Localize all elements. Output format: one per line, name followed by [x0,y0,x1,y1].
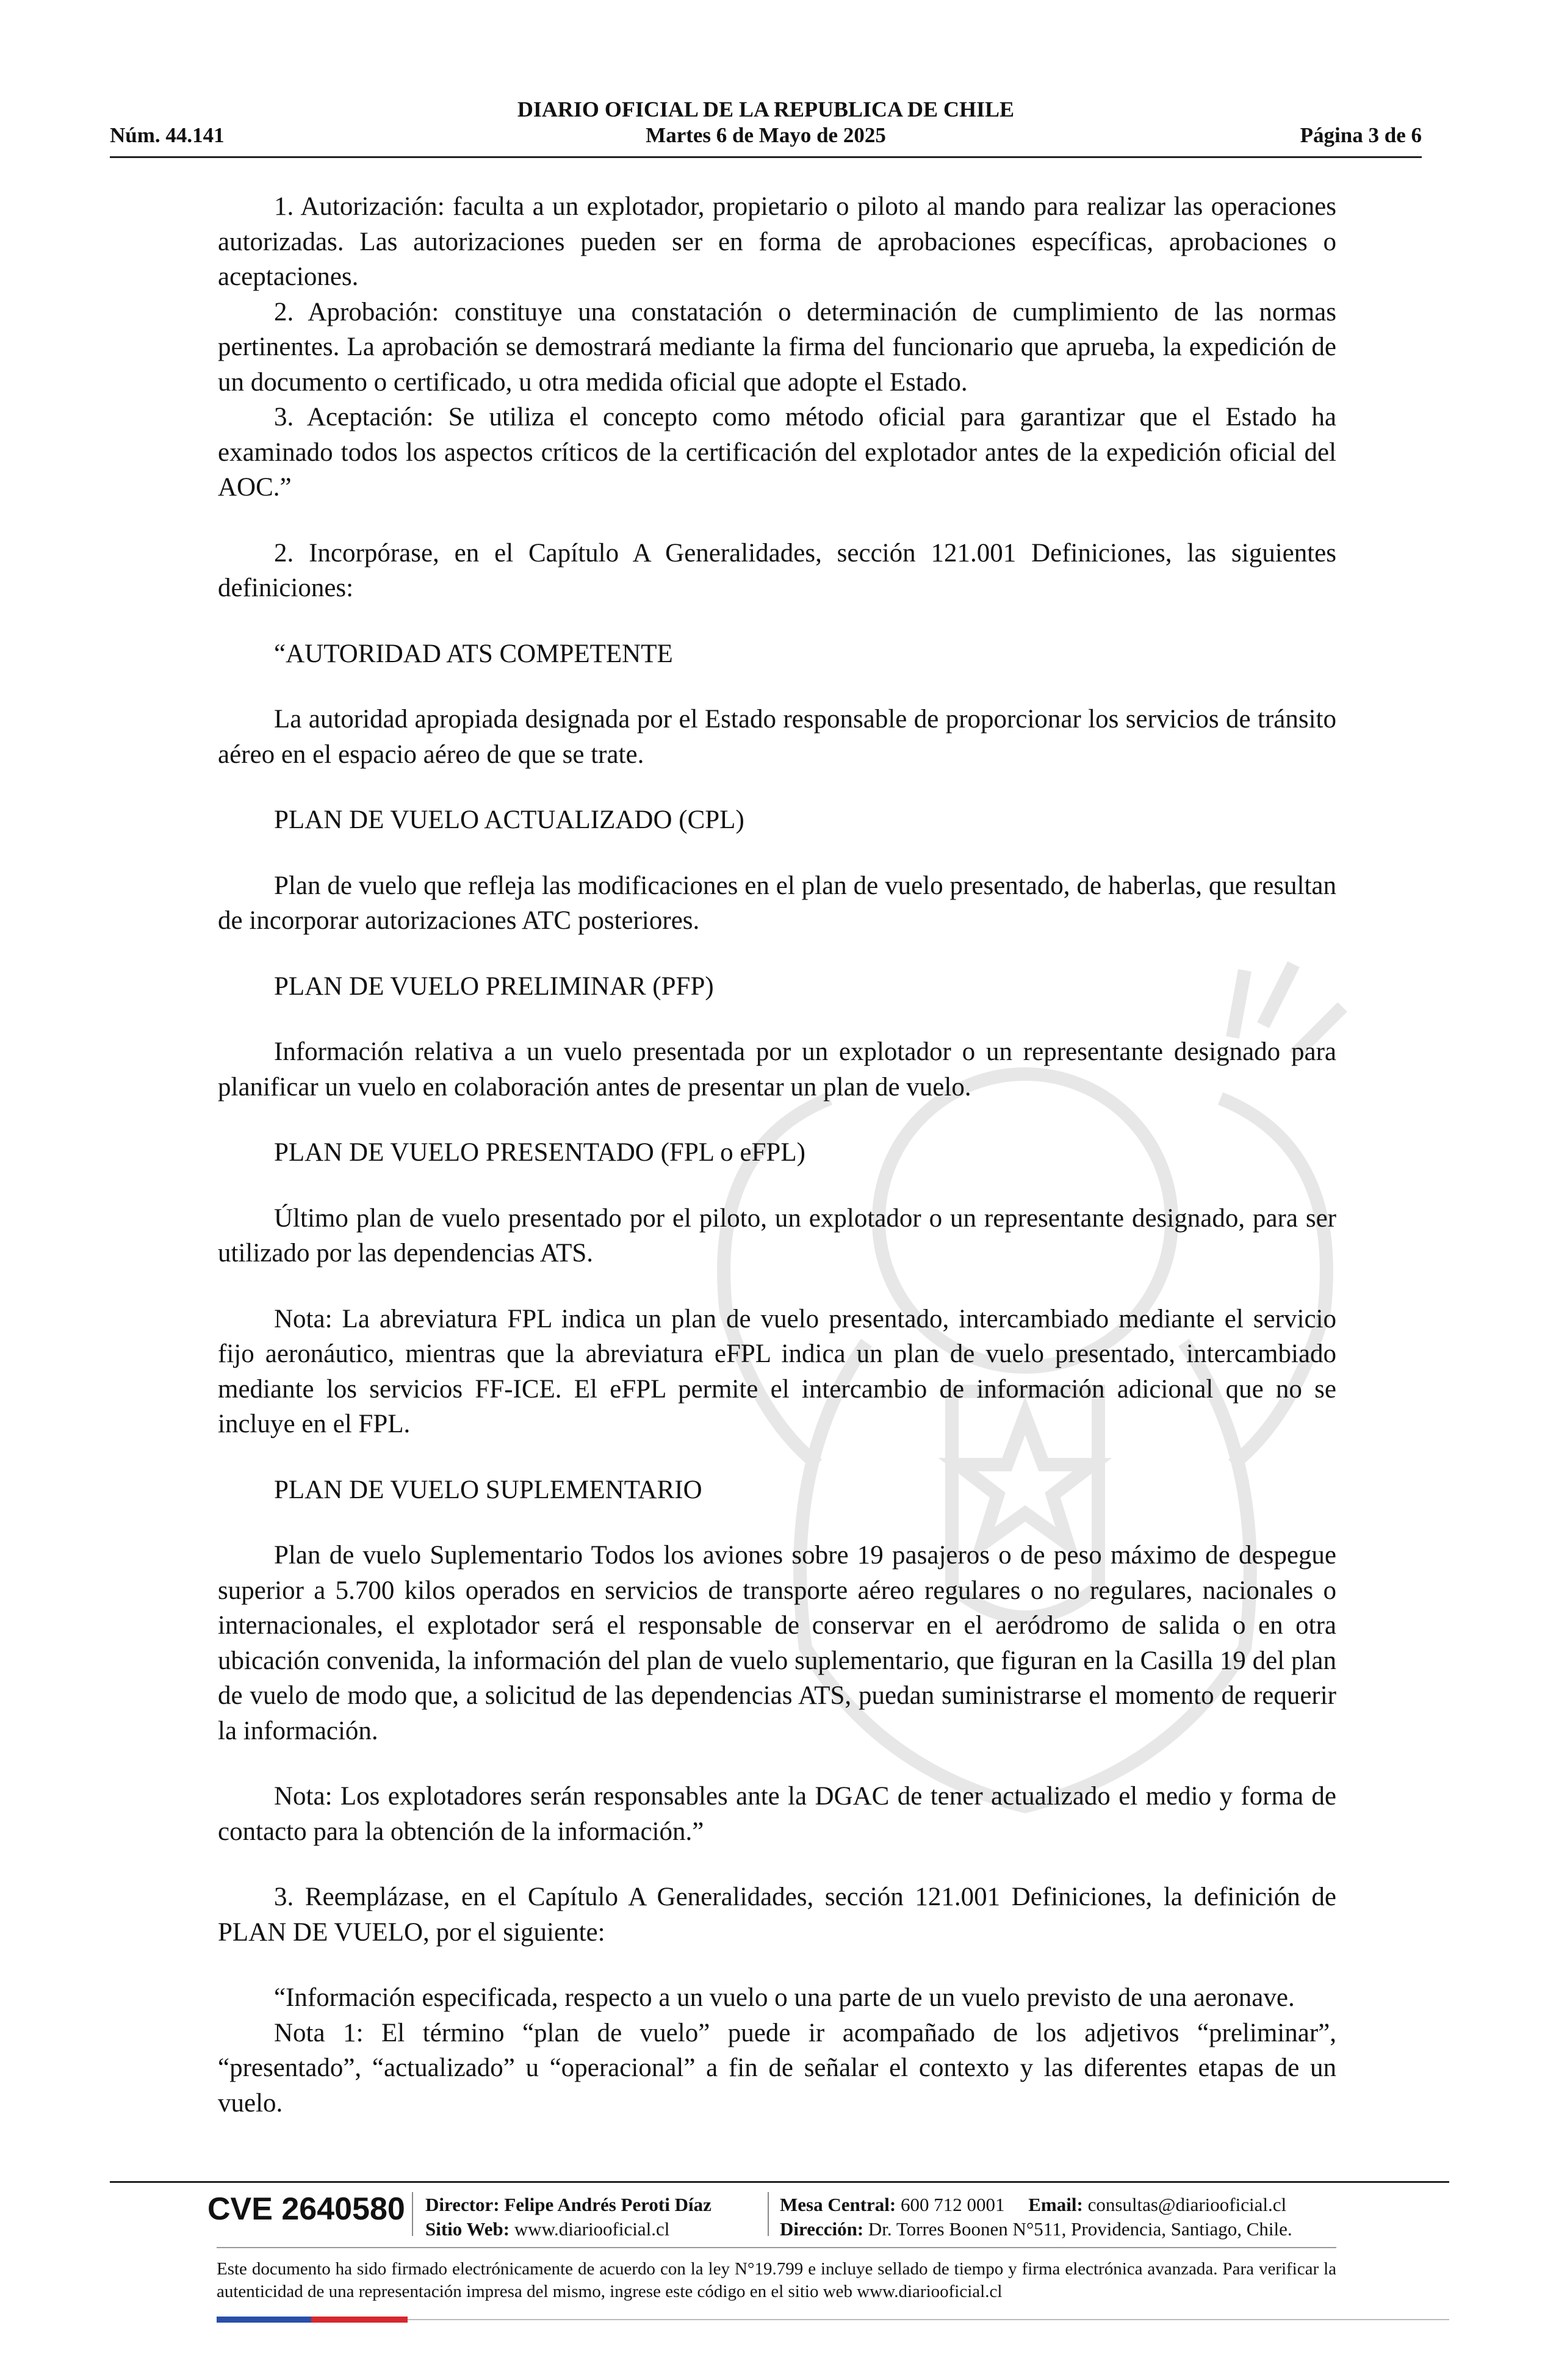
newspaper-title: DIARIO OFICIAL DE LA REPUBLICA DE CHILE [517,97,1015,121]
website-link[interactable]: www.diariooficial.cl [514,2218,670,2240]
paragraph: Información relativa a un vuelo presentada por un explotador o un representante designado para planificar un vuelo en colaboración antes de presentar un plan de vuelo. [218,1037,1336,1102]
paragraph: 2. Aprobación: constituye una constatación o determinación de cumplimiento de las normas pertinentes. La aprobación se demostrará mediante la firma del funcionario que aprueba, la expedición de un documento o certificado, u otra medida oficial que adopte el Estado. [218,297,1336,397]
address-value: Dr. Torres Boonen N°511, Providencia, Santiago, Chile. [868,2218,1292,2240]
signature-notice: Este documento ha sido firmado electrónicamente de acuerdo con la ley N°19.799 e incluye sellado de tiempo y firma electrónica avanzada. Para verificar la autenticidad de una representación impresa del mismo, ingrese este código en el sitio web www.diariooficial.cl [217,2259,1336,2301]
issue-date: Martes 6 de Mayo de 2025 [646,123,886,147]
footer-separator [412,2192,413,2236]
issue-number: Núm. 44.141 [110,123,225,147]
document-body [218,189,1336,2121]
paragraph: 3. Aceptación: Se utiliza el concepto como método oficial para garantizar que el Estado ha examinado todos los aspectos críticos de la certificación del explotador antes de la expedición oficial del AOC.” [218,403,1336,502]
footer-divider [110,2181,1449,2183]
footer-contact [780,2193,1286,2216]
paragraph: “Información especificada, respecto a un vuelo o una parte de un vuelo previsto de una aeronave. [274,1983,1295,2012]
paragraph: Plan de vuelo Suplementario Todos los aviones sobre 19 pasajeros o de peso máximo de despegue superior a 5.700 kilos operados en servicios de transporte aéreo regulares o no regulares, nacionales o internacionales, el explotador será el responsable de conservar en el aeródromo de salida o en otra ubicación convenida, la información del plan de vuelo suplementario, que figuran en la Casilla 19 del plan de vuelo de modo que, a solicitud de las dependencias ATS, puedan suministrarse el momento de requerir la información. [218,1541,1336,1745]
footer-bottom-line [408,2319,1449,2320]
paragraph: 2. Incorpórase, en el Capítulo A Generalidades, sección 121.001 Definiciones, las siguientes definiciones: [218,538,1336,602]
email-link[interactable]: consultas@diariooficial.cl [1087,2194,1287,2215]
address-label: Dirección: [780,2218,864,2240]
paragraph: 1. Autorización: faculta a un explotador, propietario o piloto al mando para realizar las operaciones autorizadas. Las autorizaciones pueden ser en forma de aprobaciones específicas, aprobaciones o aceptaciones. [218,192,1336,291]
phone-label: Mesa Central: [780,2194,896,2215]
footer-director [425,2193,711,2216]
flag-blue-stripe [217,2317,311,2323]
flag-red-stripe [311,2317,408,2323]
director-label: Director: [425,2194,500,2215]
definition-heading: PLAN DE VUELO SUPLEMENTARIO [274,1475,702,1504]
page-number: Página 3 de 6 [1300,123,1422,147]
footer-address [780,2218,1292,2241]
definition-heading: PLAN DE VUELO PRELIMINAR (PFP) [274,972,714,1001]
paragraph: La autoridad apropiada designada por el Estado responsable de proporcionar los servicios de tránsito aéreo en el espacio aéreo de que se trate. [218,705,1336,769]
email-label: Email: [1028,2194,1083,2215]
header-divider [110,156,1422,158]
paragraph: Nota: La abreviatura FPL indica un plan de vuelo presentado, intercambiado mediante el servicio fijo aeronáutico, mientras que la abreviatura eFPL indica un plan de vuelo presentado, intercambiado mediante los servicios FF-ICE. El eFPL permite el intercambio de información adicional que no se incluye en el FPL. [218,1304,1336,1438]
paragraph: Nota 1: El término “plan de vuelo” puede ir acompañado de los adjetivos “preliminar”, “presentado”, “actualizado” u “operacional” a fin de señalar el contexto y las diferentes etapas de un vuelo. [218,2018,1336,2118]
paragraph: Plan de vuelo que refleja las modificaciones en el plan de vuelo presentado, de haberlas, que resultan de incorporar autorizaciones ATC posteriores. [218,871,1336,935]
footer-separator [768,2192,769,2236]
cve-code: CVE 2640580 [207,2191,405,2227]
director-name: Felipe Andrés Peroti Díaz [504,2194,711,2215]
phone-value: 600 712 0001 [901,2194,1005,2215]
paragraph: 3. Reemplázase, en el Capítulo A Generalidades, sección 121.001 Definiciones, la definición de PLAN DE VUELO, por el siguiente: [218,1883,1336,1947]
paragraph: Nota: Los explotadores serán responsables ante la DGAC de tener actualizado el medio y forma de contacto para la obtención de la información.” [218,1782,1336,1846]
definition-heading: PLAN DE VUELO ACTUALIZADO (CPL) [274,806,744,834]
footer-website [425,2218,669,2241]
definition-heading: PLAN DE VUELO PRESENTADO (FPL o eFPL) [274,1138,805,1167]
page-header [110,92,1422,155]
paragraph: Último plan de vuelo presentado por el piloto, un explotador o un representante designado, para ser utilizado por las dependencias ATS. [218,1203,1336,1268]
website-label: Sitio Web: [425,2218,510,2240]
definition-heading: “AUTORIDAD ATS COMPETENTE [274,639,673,668]
footer-divider-secondary [217,2247,1336,2248]
